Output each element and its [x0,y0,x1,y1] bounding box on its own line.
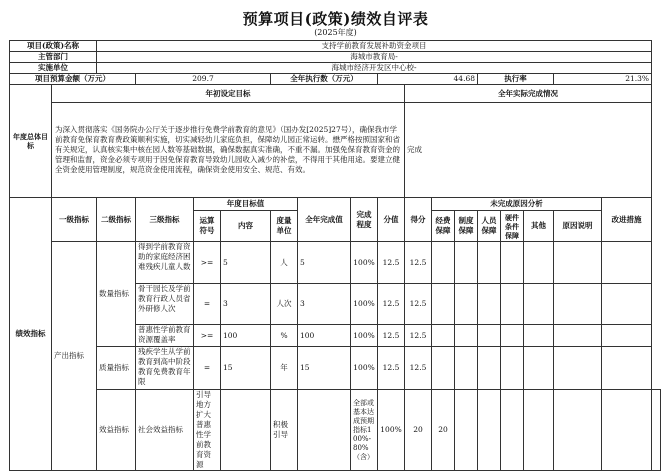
unit: 年 [271,347,298,390]
level3-name: 普惠性学前教育资源覆盖率 [136,325,194,347]
header-other: 其他 [524,211,554,242]
reason-econ [432,284,455,325]
level1-output: 产出指标 [52,242,97,471]
header-target-group: 年度目标值 [194,198,298,211]
header-hardware: 硬件条件保障 [501,211,524,242]
reason-note [554,347,602,390]
reason-note [554,242,602,284]
header-policy: 制度保障 [455,211,478,242]
improvement-measures [602,325,652,347]
budget-label: 项目预算金额（万元） [10,74,136,85]
reason-policy [455,242,478,284]
reason-hardware [501,347,524,390]
header-level2: 二级指标 [97,198,136,242]
score: 12.5 [378,284,405,325]
reason-hardware [501,325,524,347]
reason-econ [432,347,455,390]
reason-staff [478,325,501,347]
reason-econ [432,242,455,284]
got-score: 12.5 [405,325,432,347]
goals-actual-header: 全年实际完成情况 [405,85,652,103]
operator: = [194,284,221,325]
completion-rate: 100% [378,390,405,471]
reason-hardware [524,390,554,471]
header-score: 分值 [378,198,405,242]
level2-quality: 质量指标 [97,347,136,390]
form-title: 预算项目(政策)绩效自评表 [242,10,429,28]
exec-label: 全年执行数（万元） [271,74,378,85]
reason-staff [478,284,501,325]
completed-value: 3 [298,284,351,325]
reason-other [554,390,602,471]
reason-staff [478,347,501,390]
level3-name: 得到学前教育资助的家庭经济困难残疾儿童人数 [136,242,194,284]
target-content: 100 [221,325,271,347]
unit: % [271,325,298,347]
project-name-value: 支持学前教育发展补助资金项目 [97,41,652,52]
level2-social: 社会效益指标 [136,390,194,471]
completion-rate: 100% [351,284,378,325]
completion-rate: 100% [351,347,378,390]
got-score: 12.5 [405,347,432,390]
header-got: 得分 [405,198,432,242]
header-staff: 人员保障 [478,211,501,242]
score: 12.5 [378,325,405,347]
header-rate: 完成程度 [351,198,378,242]
header-content: 内容 [221,211,271,242]
header-reason-note: 原因说明 [554,211,602,242]
completion-rate: 100% [351,325,378,347]
header-unit: 度量单位 [271,211,298,242]
reason-econ [455,390,478,471]
reason-policy [478,390,501,471]
operator [221,390,271,471]
header-level1: 一级指标 [52,198,97,242]
target-content: 3 [221,284,271,325]
level2-quantity: 数量指标 [97,242,136,347]
reason-hardware [501,242,524,284]
target-content: 15 [221,347,271,390]
level3-name: 残疾学生从学前教育到高中阶段教育免费教育年限 [136,347,194,390]
header-completed: 全年完成值 [298,198,351,242]
unit: 人 [271,242,298,284]
improvement-measures [602,284,652,325]
reason-econ [432,325,455,347]
level1-benefit: 效益指标 [97,390,136,471]
dept-value: 海城市教育局- [97,52,652,63]
target-content: 积极引导 [271,390,298,471]
indicators-section-label: 绩效指标 [10,198,52,471]
reason-other [524,325,554,347]
header-reason-group: 未完成原因分析 [432,198,602,211]
improvement-measures [602,347,652,390]
header-measures: 改进措施 [602,198,652,242]
rate-value: 21.3% [554,74,652,85]
reason-note [554,325,602,347]
reason-policy [455,325,478,347]
evaluation-table [9,40,661,471]
completed-value: 5 [298,242,351,284]
completion-rate: 100% [351,242,378,284]
level3-name: 骨干园长及学前教育行政人员省外研修人次 [136,284,194,325]
operator: >= [194,242,221,284]
project-name-label: 项目(政策)名称 [10,41,97,52]
unit [298,390,351,471]
goals-initial-text: 为深入贯彻落实《国务院办公厅关于逐步推行免费学前教育的意见》（国办发[2025]27号），确保我市学前教育免保育教育费政策顺利实施，切实减轻幼儿家庭负担，保障幼儿园正常运转。懋严格按照国家和省有关规定，认真核实集中核在园人数等基础数据，确保数据真实准确，不重不漏。加强免保育教育资金的管理和监督，资金必须专项用于因免保育教育导致幼儿园收入减少的补偿，不得用于其他用途。要建立健全资金使用管理制度，规范资金使用流程，确保资金使用安全、规范、有效。 [52,103,405,198]
target-content: 5 [221,242,271,284]
reason-policy [455,347,478,390]
unit: 人次 [271,284,298,325]
operator: = [194,347,221,390]
reason-other [524,242,554,284]
reason-note [554,284,602,325]
header-econ: 经费保障 [432,211,455,242]
completed-value: 15 [298,347,351,390]
improvement-measures [602,242,652,284]
operator: >= [194,325,221,347]
reason-hardware [501,284,524,325]
level3-name: 引导地方扩大普惠性学前教育资源 [194,390,221,471]
got-score: 12.5 [405,242,432,284]
got-score: 20 [432,390,455,471]
reason-staff [478,242,501,284]
header-operator: 运算符号 [194,211,221,242]
header-level3: 三级指标 [136,198,194,242]
score: 12.5 [378,347,405,390]
form-year: (2025年度) [314,28,357,37]
reason-policy [455,284,478,325]
unit-value: 海城市经济开发区中心校- [97,63,652,74]
got-score: 12.5 [405,284,432,325]
dept-label: 主管部门 [10,52,97,63]
goals-actual-text: 完成 [405,103,652,198]
reason-other [524,347,554,390]
goals-row-label: 年度总体目标 [10,85,52,198]
score: 12.5 [378,242,405,284]
reason-staff [501,390,524,471]
completed-value: 100 [298,325,351,347]
score: 20 [405,390,432,471]
budget-value: 209.7 [136,74,271,85]
improvement-measures [652,390,661,471]
rate-label: 执行率 [478,74,554,85]
reason-note [602,390,652,471]
reason-other [524,284,554,325]
completed-value: 全部或基本达成预期指标100%-80%（含） [351,390,378,471]
exec-value: 44.68 [378,74,478,85]
goals-initial-header: 年初设定目标 [52,85,405,103]
unit-label: 实施单位 [10,63,97,74]
